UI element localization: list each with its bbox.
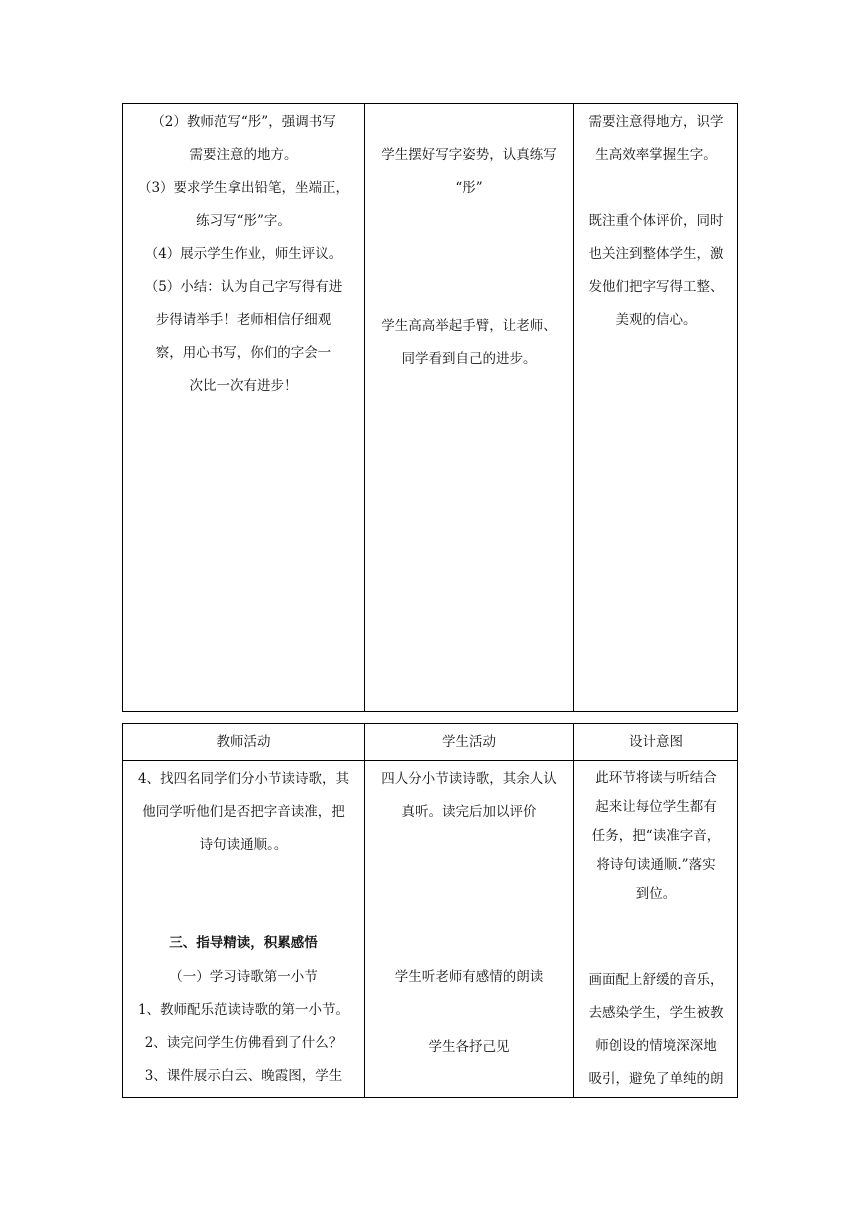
text-line: （4）展示学生作业，师生评议。 [144, 246, 343, 262]
column-divider [573, 104, 574, 711]
text-line: 同学看到自己的进步。 [401, 351, 537, 367]
text-line: 画面配上舒缓的音乐， [588, 972, 724, 988]
student-activity-cell: 学生各抒己见 [428, 1039, 510, 1055]
text-line: 也关注到整体学生，激 [588, 246, 724, 262]
text-line: 他同学听他们是否把字音读准，把 [142, 804, 345, 820]
text-line: 四人分小节读诗歌，其余人认 [381, 771, 557, 787]
teacher-activity-cell [123, 763, 364, 862]
text-line: 吸引，避免了单纯的朗 [588, 1071, 724, 1087]
text-line: 2、读完问学生仿佛看到了什么？ [144, 1035, 343, 1051]
text-line: （一）学习诗歌第一小节 [169, 969, 318, 985]
text-line: 发他们把字写得工整、 [588, 279, 724, 295]
text-line: 学生摆好写字姿势，认真练写 [381, 147, 557, 163]
text-line: 察，用心书写，你们的字会一 [155, 345, 332, 361]
text-line: 既注重个体评价，同时 [588, 213, 724, 229]
student-activity-cell [365, 139, 573, 205]
text-line: （3）要求学生拿出铅笔，坐端正， [137, 180, 350, 196]
section-heading: 三、指导精读，积累感悟 [169, 935, 318, 951]
text-line: 步得请举手！老师相信仔细观 [155, 312, 332, 328]
design-intent-cell [574, 205, 738, 337]
text-line: 1、教师配乐范读诗歌的第一小节。 [137, 1002, 350, 1018]
text-line: 4、找四名同学们分小节读诗歌，其 [137, 771, 350, 787]
student-activity-cell [365, 763, 573, 829]
design-intent-cell [574, 964, 738, 1096]
design-intent-cell [574, 764, 738, 909]
lesson-table-continued [122, 103, 738, 712]
teacher-activity-cell [123, 106, 364, 403]
header-divider [123, 760, 737, 761]
text-line: 将诗句读通顺.”落实 [596, 857, 716, 873]
text-line: 真听。读完后加以评价 [401, 804, 537, 820]
header-teacher-activity: 教师活动 [216, 734, 271, 750]
lesson-table [122, 723, 738, 1098]
text-line: 需要注意得地方，识学 [588, 114, 724, 130]
text-line: 学生高高举起手臂，让老师、 [381, 318, 557, 334]
text-line: 师创设的情境深深地 [595, 1038, 717, 1054]
header-design-intent: 设计意图 [629, 734, 683, 750]
text-line: 此环节将读与听结合 [595, 770, 717, 786]
text-line: 生高效率掌握生字。 [595, 147, 717, 163]
text-line: 任务，把“读准字音， [591, 828, 721, 844]
text-line: 3、课件展示白云、晚霞图，学生 [144, 1068, 343, 1084]
text-line: 去感染学生，学生被教 [588, 1005, 724, 1021]
text-line: 诗句读通顺。。 [199, 837, 288, 853]
text-line: “彤” [455, 180, 483, 196]
text-line: 练习写“彤”字。 [196, 213, 291, 229]
text-line: 需要注意的地方。 [189, 147, 298, 163]
text-line: 起来让每位学生都有 [595, 799, 717, 815]
header-student-activity: 学生活动 [442, 734, 496, 750]
text-line: （5）小结：认为自己字写得有进 [144, 279, 343, 295]
text-line: 美观的信心。 [615, 312, 697, 328]
design-intent-cell [574, 106, 738, 172]
student-activity-cell: 学生听老师有感情的朗读 [394, 969, 544, 985]
student-activity-cell [365, 310, 573, 376]
text-line: 次比一次有进步！ [189, 378, 298, 394]
text-line: （2）教师范写“彤”，强调书写 [151, 114, 336, 130]
teacher-activity-cell [123, 961, 364, 1093]
text-line: 到位。 [635, 886, 677, 902]
